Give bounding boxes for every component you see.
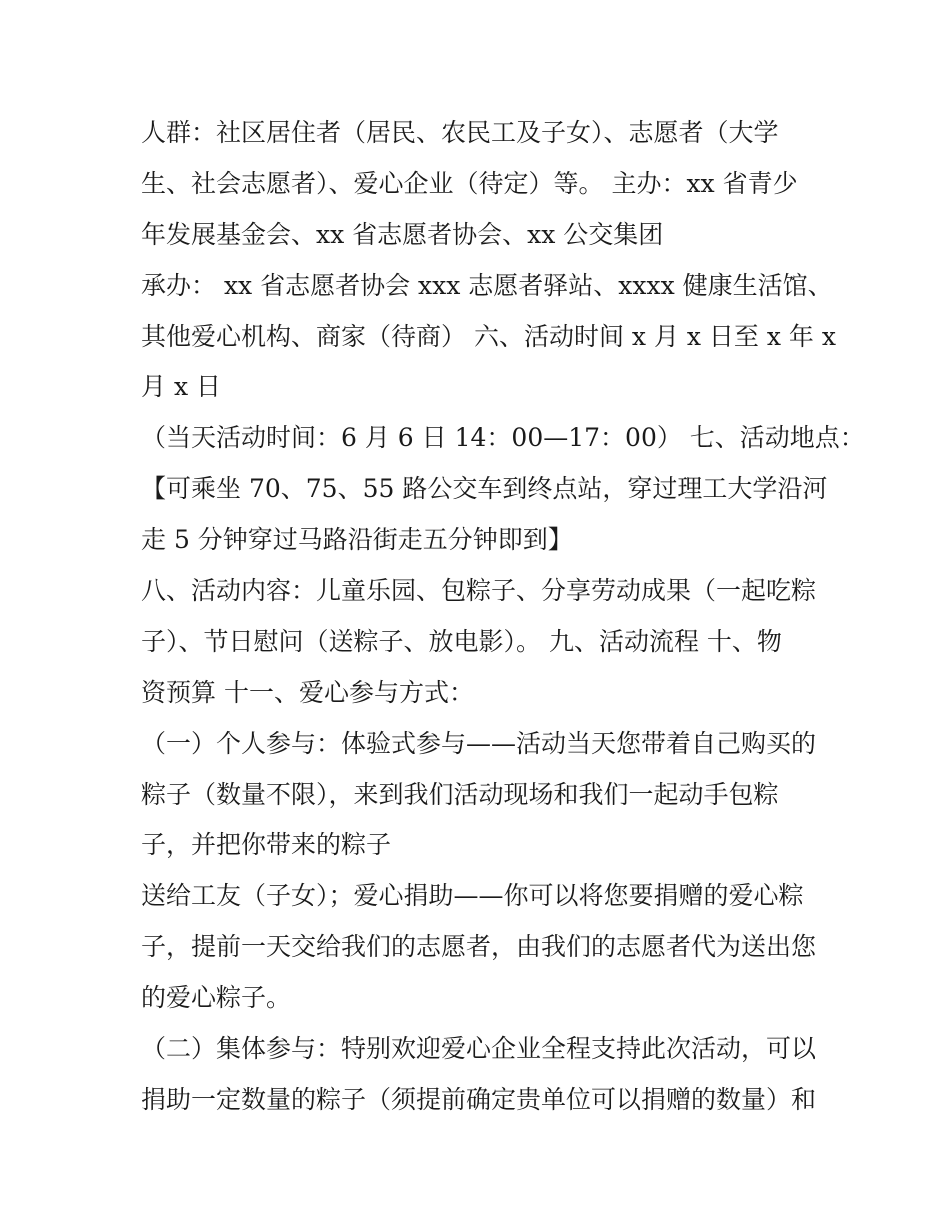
text-line: 资预算 十一、爱心参与方式： <box>141 677 474 707</box>
text-line: 子，提前一天交给我们的志愿者，由我们的志愿者代为送出您 <box>141 932 817 962</box>
text-line: 子）、节日慰问（送粽子、放电影）。 九、活动流程 十、物 <box>141 626 782 656</box>
text-line: 八、活动内容：儿童乐园、包粽子、分享劳动成果（一起吃粽 <box>141 576 817 606</box>
text-line: 的爱心粽子。 <box>141 983 292 1013</box>
text-line: 【可乘坐 70、75、55 路公交车到终点站，穿过理工大学沿河 <box>141 474 828 504</box>
text-line: 捐助一定数量的粽子（须提前确定贵单位可以捐赠的数量）和 <box>141 1084 817 1114</box>
text-line: （二）集体参与：特别欢迎爱心企业全程支持此次活动，可以 <box>141 1034 817 1064</box>
text-line: 月 x 日 <box>141 372 221 402</box>
text-line: 其他爱心机构、商家（待商） 六、活动时间 x 月 x 日至 x 年 x <box>141 321 836 351</box>
text-line: 走 5 分钟穿过马路沿街走五分钟即到】 <box>141 525 573 555</box>
text-line: （一）个人参与：体验式参与——活动当天您带着自己购买的 <box>141 728 817 758</box>
text-line: 粽子（数量不限），来到我们活动现场和我们一起动手包粽 <box>141 779 779 809</box>
text-line: 年发展基金会、xx 省志愿者协会、xx 公交集团 <box>141 219 664 249</box>
text-line: 送给工友（子女）；爱心捐助——你可以将您要捐赠的爱心粽 <box>141 881 804 911</box>
text-line: 子，并把你带来的粽子 <box>141 830 392 860</box>
text-line: 承办： xx 省志愿者协会 xxx 志愿者驿站、xxxx 健康生活馆、 <box>141 270 833 300</box>
text-line: 生、社会志愿者）、爱心企业（待定）等。 主办：xx 省青少 <box>141 168 798 198</box>
text-line: （当天活动时间：6 月 6 日 14：00—17：00） 七、活动地点： <box>141 423 865 453</box>
text-line: 人群：社区居住者（居民、农民工及子女）、志愿者（大学 <box>141 118 779 147</box>
document-body <box>141 108 865 1126</box>
